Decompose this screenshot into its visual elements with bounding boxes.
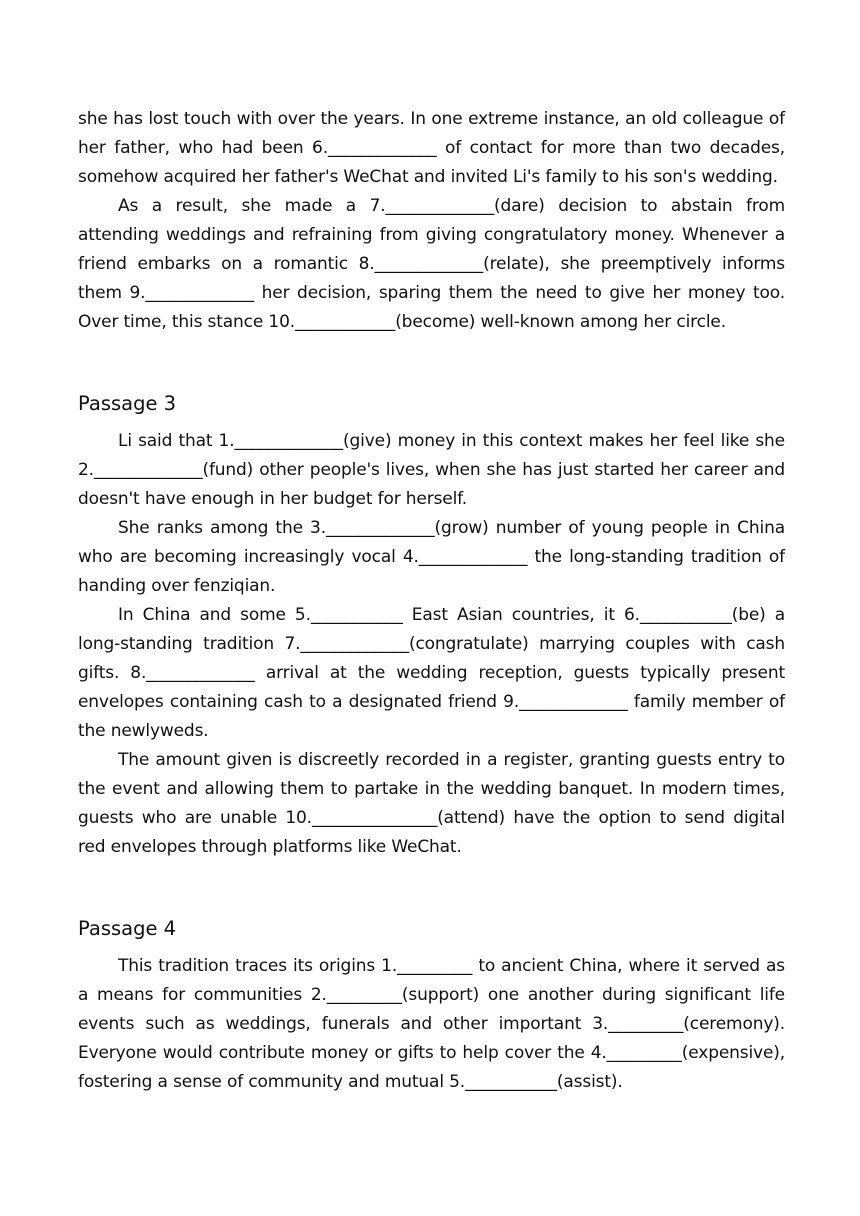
passage4-title: Passage 4: [78, 917, 177, 940]
section-spacer: [78, 337, 785, 389]
passage3-paragraph-4: The amount given is discreetly recorded in a register, granting guests entry to the event and allowing them to partake in the wedding banquet. In modern times, guests who are unable 10._______________(attend) have the option to send digital red envelopes through platforms like WeChat.: [78, 750, 785, 857]
section-spacer: [78, 862, 785, 914]
passage3-paragraph-1: Li said that 1._____________(give) money in this context makes her feel like she 2._____________(fund) other people's lives, when she has just started her career and doesn't have enough in her budget for herself.: [78, 431, 785, 509]
passage4-paragraph-1: This tradition traces its origins 1._________ to ancient China, where it served as a means for communities 2._________(support) one another during significant life events such as weddings, funerals and other important 3._________(ceremony). Everyone would contribute money or gifts to help cover the 4._________(expensive), fostering a sense of community and mutual 5.___________(assist).: [78, 956, 785, 1092]
passage3-paragraph-2: She ranks among the 3._____________(grow) number of young people in China who are becoming increasingly vocal 4._____________ the long-standing tradition of handing over fenziqian.: [78, 518, 785, 596]
passage2-paragraph-2: As a result, she made a 7._____________(dare) decision to abstain from attending weddings and refraining from giving congratulatory money. Whenever a friend embarks on a romantic 8._____________(relate), she preemptively informs them 9._____________ her decision, sparing them the need to give her money too. Over time, this stance 10.____________(become) well-known among her circle.: [78, 196, 785, 332]
passage3-title: Passage 3: [78, 392, 177, 415]
passage3-paragraph-3: In China and some 5.___________ East Asian countries, it 6.___________(be) a long-standing tradition 7._____________(congratulate) marrying couples with cash gifts. 8._____________ arrival at the wedding reception, guests typically present envelopes containing cash to a designated friend 9._____________ family member of the newlyweds.: [78, 605, 785, 741]
passage2-paragraph-1: she has lost touch with over the years. In one extreme instance, an old colleague of her father, who had been 6._____________ of contact for more than two decades, somehow acquired her father's WeChat and invited Li's family to his son's wedding.: [78, 109, 785, 187]
worksheet-page: [78, 105, 785, 1097]
